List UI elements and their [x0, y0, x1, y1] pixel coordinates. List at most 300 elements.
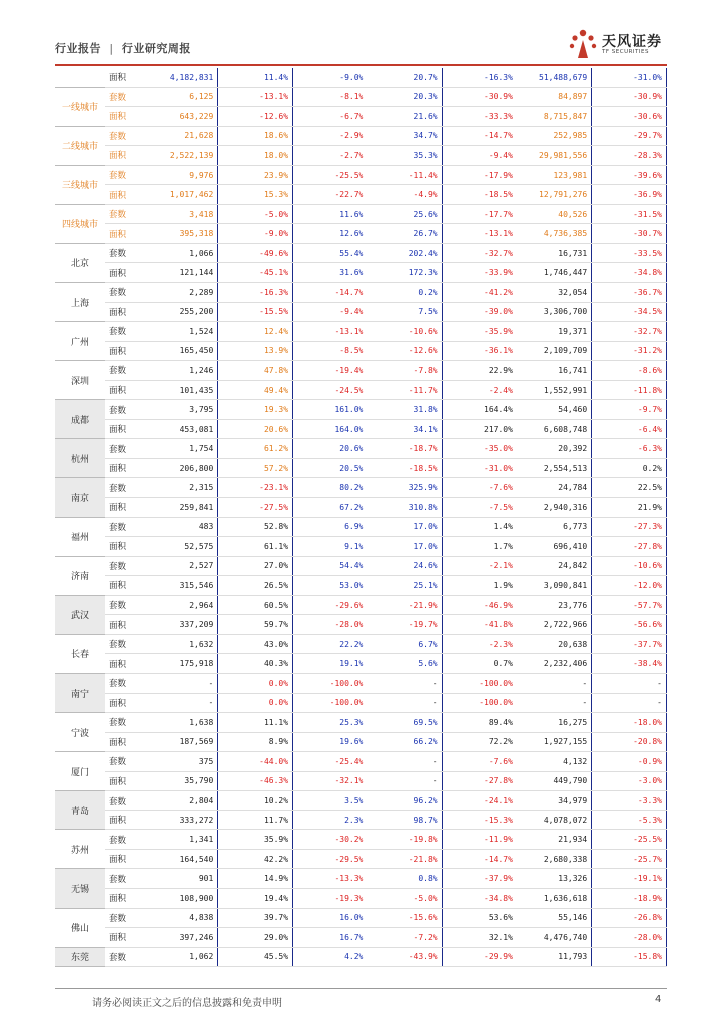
value-cell: 10.2%: [218, 791, 293, 811]
value-cell: -10.6%: [592, 556, 667, 576]
value-cell: 4,838: [143, 908, 218, 928]
city-cell: 南宁: [55, 673, 105, 712]
metric-cell: 面积: [105, 732, 143, 752]
value-cell: 11.1%: [218, 713, 293, 733]
metric-cell: 套数: [105, 791, 143, 811]
value-cell: 6.9%: [293, 517, 368, 537]
value-cell: 11.4%: [218, 68, 293, 87]
value-cell: 252,985: [517, 126, 592, 146]
value-cell: 2,289: [143, 283, 218, 303]
value-cell: 13,326: [517, 869, 592, 889]
value-cell: 52.8%: [218, 517, 293, 537]
table-row: [55, 888, 667, 908]
metric-cell: 套数: [105, 713, 143, 733]
table-row: [55, 126, 667, 146]
value-cell: 22.2%: [293, 634, 368, 654]
city-cell: 杭州: [55, 439, 105, 478]
value-cell: 55.4%: [293, 243, 368, 263]
table-row: [55, 439, 667, 459]
value-cell: 643,229: [143, 107, 218, 127]
metric-cell: 面积: [105, 341, 143, 361]
value-cell: 2,940,316: [517, 498, 592, 518]
value-cell: 2,109,709: [517, 341, 592, 361]
value-cell: -14.7%: [442, 849, 517, 869]
metric-cell: 套数: [105, 634, 143, 654]
city-cell: 广州: [55, 322, 105, 361]
table-row: [55, 595, 667, 615]
metric-cell: 面积: [105, 810, 143, 830]
value-cell: 161.0%: [293, 400, 368, 420]
value-cell: 121,144: [143, 263, 218, 283]
value-cell: -30.9%: [442, 87, 517, 107]
value-cell: 24,842: [517, 556, 592, 576]
value-cell: 255,200: [143, 302, 218, 322]
value-cell: -15.3%: [442, 810, 517, 830]
metric-cell: 面积: [105, 693, 143, 713]
value-cell: -13.1%: [442, 224, 517, 244]
value-cell: -10.6%: [367, 322, 442, 342]
footer-rule: [55, 988, 667, 989]
value-cell: 172.3%: [367, 263, 442, 283]
value-cell: 54.4%: [293, 556, 368, 576]
table-row: [55, 322, 667, 342]
table-row: [55, 204, 667, 224]
value-cell: 18.6%: [218, 126, 293, 146]
value-cell: -7.6%: [442, 478, 517, 498]
metric-cell: 面积: [105, 576, 143, 596]
value-cell: -: [367, 693, 442, 713]
value-cell: 20.6%: [218, 419, 293, 439]
metric-cell: 套数: [105, 595, 143, 615]
value-cell: -: [143, 673, 218, 693]
value-cell: 395,318: [143, 224, 218, 244]
value-cell: 31.8%: [367, 400, 442, 420]
value-cell: 19,371: [517, 322, 592, 342]
value-cell: -13.1%: [293, 322, 368, 342]
metric-cell: 套数: [105, 517, 143, 537]
metric-cell: 套数: [105, 869, 143, 889]
city-cell: 成都: [55, 400, 105, 439]
value-cell: -9.4%: [293, 302, 368, 322]
metric-cell: 套数: [105, 478, 143, 498]
value-cell: -11.9%: [442, 830, 517, 850]
value-cell: 3,306,700: [517, 302, 592, 322]
value-cell: -32.7%: [592, 322, 667, 342]
housing-transaction-table: [55, 68, 667, 967]
value-cell: 59.7%: [218, 615, 293, 635]
value-cell: 123,981: [517, 165, 592, 185]
value-cell: 397,246: [143, 928, 218, 948]
metric-cell: 面积: [105, 849, 143, 869]
table-row: [55, 634, 667, 654]
city-cell: 四线城市: [55, 204, 105, 243]
metric-cell: 套数: [105, 322, 143, 342]
table-row: [55, 400, 667, 420]
value-cell: 2,722,966: [517, 615, 592, 635]
table-row: [55, 263, 667, 283]
value-cell: -2.7%: [293, 146, 368, 166]
value-cell: 259,841: [143, 498, 218, 518]
metric-cell: 套数: [105, 908, 143, 928]
value-cell: -26.8%: [592, 908, 667, 928]
value-cell: 1,341: [143, 830, 218, 850]
value-cell: 21.6%: [367, 107, 442, 127]
value-cell: -27.8%: [442, 771, 517, 791]
value-cell: -34.5%: [592, 302, 667, 322]
metric-cell: 面积: [105, 224, 143, 244]
city-cell: 青岛: [55, 791, 105, 830]
value-cell: -12.0%: [592, 576, 667, 596]
value-cell: 35.9%: [218, 830, 293, 850]
city-cell: 无锡: [55, 869, 105, 908]
value-cell: 60.5%: [218, 595, 293, 615]
value-cell: 4,182,831: [143, 68, 218, 87]
value-cell: 49.4%: [218, 380, 293, 400]
value-cell: -21.9%: [367, 595, 442, 615]
value-cell: -7.5%: [442, 498, 517, 518]
value-cell: -19.1%: [592, 869, 667, 889]
value-cell: -30.6%: [592, 107, 667, 127]
value-cell: -5.0%: [218, 204, 293, 224]
metric-cell: 套数: [105, 204, 143, 224]
value-cell: 2,315: [143, 478, 218, 498]
value-cell: -18.5%: [367, 458, 442, 478]
value-cell: 29,981,556: [517, 146, 592, 166]
value-cell: -5.3%: [592, 810, 667, 830]
table-row: [55, 713, 667, 733]
value-cell: 66.2%: [367, 732, 442, 752]
value-cell: 1,524: [143, 322, 218, 342]
value-cell: 1,754: [143, 439, 218, 459]
value-cell: -12.6%: [367, 341, 442, 361]
value-cell: -35.0%: [442, 439, 517, 459]
value-cell: 19.3%: [218, 400, 293, 420]
value-cell: 16,275: [517, 713, 592, 733]
value-cell: -7.6%: [442, 752, 517, 772]
value-cell: -11.7%: [367, 380, 442, 400]
city-cell: [55, 68, 105, 87]
value-cell: -31.0%: [592, 68, 667, 87]
value-cell: -33.3%: [442, 107, 517, 127]
metric-cell: 面积: [105, 68, 143, 87]
value-cell: 11.6%: [293, 204, 368, 224]
value-cell: -2.1%: [442, 556, 517, 576]
table-row: [55, 673, 667, 693]
metric-cell: 面积: [105, 185, 143, 205]
value-cell: -14.7%: [442, 126, 517, 146]
value-cell: 19.6%: [293, 732, 368, 752]
value-cell: 696,410: [517, 537, 592, 557]
value-cell: 483: [143, 517, 218, 537]
value-cell: 2,527: [143, 556, 218, 576]
table-row: [55, 947, 667, 967]
metric-cell: 套数: [105, 87, 143, 107]
value-cell: -12.6%: [218, 107, 293, 127]
value-cell: 2,964: [143, 595, 218, 615]
value-cell: 187,569: [143, 732, 218, 752]
value-cell: 0.0%: [218, 673, 293, 693]
value-cell: -37.9%: [442, 869, 517, 889]
company-logo: [568, 26, 678, 62]
value-cell: -39.6%: [592, 165, 667, 185]
value-cell: -28.0%: [293, 615, 368, 635]
value-cell: -2.4%: [442, 380, 517, 400]
value-cell: 9.1%: [293, 537, 368, 557]
value-cell: -45.1%: [218, 263, 293, 283]
table-row: [55, 615, 667, 635]
value-cell: 9,976: [143, 165, 218, 185]
value-cell: -27.3%: [592, 517, 667, 537]
value-cell: 52,575: [143, 537, 218, 557]
value-cell: 16.7%: [293, 928, 368, 948]
value-cell: -7.2%: [367, 928, 442, 948]
value-cell: 0.8%: [367, 869, 442, 889]
table-row: [55, 361, 667, 381]
value-cell: -: [517, 673, 592, 693]
table-row: [55, 283, 667, 303]
value-cell: -28.0%: [592, 928, 667, 948]
report-subtype: 行业研究周报: [121, 42, 191, 55]
city-cell: 长春: [55, 634, 105, 673]
value-cell: -6.7%: [293, 107, 368, 127]
value-cell: -41.2%: [442, 283, 517, 303]
table-row: [55, 165, 667, 185]
table-row: [55, 908, 667, 928]
value-cell: -17.9%: [442, 165, 517, 185]
value-cell: -8.1%: [293, 87, 368, 107]
value-cell: -44.0%: [218, 752, 293, 772]
value-cell: 4,736,385: [517, 224, 592, 244]
value-cell: 375: [143, 752, 218, 772]
value-cell: -100.0%: [293, 693, 368, 713]
page-number: 4: [655, 994, 662, 1005]
value-cell: 6,773: [517, 517, 592, 537]
value-cell: -9.4%: [442, 146, 517, 166]
value-cell: -6.4%: [592, 419, 667, 439]
table-row: [55, 830, 667, 850]
value-cell: 20.7%: [367, 68, 442, 87]
value-cell: -29.5%: [293, 849, 368, 869]
value-cell: 31.6%: [293, 263, 368, 283]
value-cell: -31.0%: [442, 458, 517, 478]
table-row: [55, 419, 667, 439]
value-cell: 53.6%: [442, 908, 517, 928]
value-cell: -: [367, 673, 442, 693]
metric-cell: 面积: [105, 615, 143, 635]
metric-cell: 套数: [105, 400, 143, 420]
value-cell: -9.7%: [592, 400, 667, 420]
value-cell: 3,418: [143, 204, 218, 224]
value-cell: 72.2%: [442, 732, 517, 752]
value-cell: 16,731: [517, 243, 592, 263]
value-cell: -27.8%: [592, 537, 667, 557]
value-cell: 1.9%: [442, 576, 517, 596]
logo-subtitle: TF SECURITIES: [602, 49, 649, 55]
value-cell: 206,800: [143, 458, 218, 478]
value-cell: 1,638: [143, 713, 218, 733]
value-cell: -9.0%: [293, 68, 368, 87]
value-cell: 1,746,447: [517, 263, 592, 283]
value-cell: 26.5%: [218, 576, 293, 596]
value-cell: 901: [143, 869, 218, 889]
city-cell: 二线城市: [55, 126, 105, 165]
value-cell: 29.0%: [218, 928, 293, 948]
value-cell: 2,232,406: [517, 654, 592, 674]
value-cell: 55,146: [517, 908, 592, 928]
value-cell: -19.3%: [293, 888, 368, 908]
value-cell: 3.5%: [293, 791, 368, 811]
value-cell: 165,450: [143, 341, 218, 361]
value-cell: -24.1%: [442, 791, 517, 811]
value-cell: 6,125: [143, 87, 218, 107]
value-cell: -: [517, 693, 592, 713]
value-cell: -2.3%: [442, 634, 517, 654]
value-cell: 3,795: [143, 400, 218, 420]
metric-cell: 面积: [105, 458, 143, 478]
value-cell: 20,392: [517, 439, 592, 459]
value-cell: -20.8%: [592, 732, 667, 752]
value-cell: 11.7%: [218, 810, 293, 830]
value-cell: 2.3%: [293, 810, 368, 830]
value-cell: 337,209: [143, 615, 218, 635]
value-cell: -21.8%: [367, 849, 442, 869]
value-cell: -9.0%: [218, 224, 293, 244]
value-cell: -16.3%: [218, 283, 293, 303]
value-cell: 32,054: [517, 283, 592, 303]
value-cell: -18.7%: [367, 439, 442, 459]
value-cell: -36.7%: [592, 283, 667, 303]
value-cell: -25.5%: [293, 165, 368, 185]
city-cell: 上海: [55, 283, 105, 322]
value-cell: -46.3%: [218, 771, 293, 791]
value-cell: 25.3%: [293, 713, 368, 733]
city-cell: 厦门: [55, 752, 105, 791]
value-cell: 101,435: [143, 380, 218, 400]
metric-cell: 套数: [105, 556, 143, 576]
value-cell: -13.3%: [293, 869, 368, 889]
value-cell: 310.8%: [367, 498, 442, 518]
value-cell: -19.8%: [367, 830, 442, 850]
metric-cell: 套数: [105, 673, 143, 693]
value-cell: 4,476,740: [517, 928, 592, 948]
value-cell: -13.1%: [218, 87, 293, 107]
metric-cell: 面积: [105, 537, 143, 557]
metric-cell: 套数: [105, 361, 143, 381]
metric-cell: 套数: [105, 165, 143, 185]
value-cell: 0.2%: [592, 458, 667, 478]
value-cell: -57.7%: [592, 595, 667, 615]
value-cell: -41.8%: [442, 615, 517, 635]
metric-cell: 套数: [105, 126, 143, 146]
value-cell: -43.9%: [367, 947, 442, 967]
value-cell: 35,790: [143, 771, 218, 791]
value-cell: -11.4%: [367, 165, 442, 185]
table-row: [55, 68, 667, 87]
value-cell: -100.0%: [442, 673, 517, 693]
value-cell: 3,090,841: [517, 576, 592, 596]
value-cell: -: [592, 693, 667, 713]
value-cell: 40.3%: [218, 654, 293, 674]
value-cell: -100.0%: [293, 673, 368, 693]
value-cell: 453,081: [143, 419, 218, 439]
value-cell: 315,546: [143, 576, 218, 596]
value-cell: 11,793: [517, 947, 592, 967]
value-cell: 15.3%: [218, 185, 293, 205]
table-row: [55, 849, 667, 869]
value-cell: 18.0%: [218, 146, 293, 166]
value-cell: 34,979: [517, 791, 592, 811]
value-cell: 45.5%: [218, 947, 293, 967]
header-rule: [55, 64, 667, 66]
value-cell: -18.5%: [442, 185, 517, 205]
value-cell: 202.4%: [367, 243, 442, 263]
value-cell: -31.5%: [592, 204, 667, 224]
value-cell: -39.0%: [442, 302, 517, 322]
value-cell: 98.7%: [367, 810, 442, 830]
value-cell: 39.7%: [218, 908, 293, 928]
value-cell: 12.6%: [293, 224, 368, 244]
value-cell: -29.6%: [293, 595, 368, 615]
value-cell: 1,632: [143, 634, 218, 654]
value-cell: 164,540: [143, 849, 218, 869]
table-row: [55, 928, 667, 948]
value-cell: -25.4%: [293, 752, 368, 772]
table-row: [55, 458, 667, 478]
value-cell: -49.6%: [218, 243, 293, 263]
table-row: [55, 380, 667, 400]
metric-cell: 套数: [105, 752, 143, 772]
metric-cell: 套数: [105, 947, 143, 967]
metric-cell: 套数: [105, 243, 143, 263]
value-cell: 16.0%: [293, 908, 368, 928]
value-cell: 25.1%: [367, 576, 442, 596]
value-cell: 67.2%: [293, 498, 368, 518]
value-cell: 2,554,513: [517, 458, 592, 478]
city-cell: 宁波: [55, 713, 105, 752]
value-cell: 89.4%: [442, 713, 517, 733]
value-cell: -31.2%: [592, 341, 667, 361]
metric-cell: 套数: [105, 439, 143, 459]
value-cell: -15.8%: [592, 947, 667, 967]
value-cell: 2,522,139: [143, 146, 218, 166]
value-cell: 84,897: [517, 87, 592, 107]
value-cell: 17.0%: [367, 537, 442, 557]
value-cell: 47.8%: [218, 361, 293, 381]
metric-cell: 面积: [105, 380, 143, 400]
table-row: [55, 654, 667, 674]
value-cell: -19.4%: [293, 361, 368, 381]
value-cell: 24,784: [517, 478, 592, 498]
value-cell: -28.3%: [592, 146, 667, 166]
value-cell: 0.2%: [367, 283, 442, 303]
value-cell: -36.1%: [442, 341, 517, 361]
value-cell: 23.9%: [218, 165, 293, 185]
value-cell: 20.5%: [293, 458, 368, 478]
value-cell: 22.5%: [592, 478, 667, 498]
value-cell: 61.1%: [218, 537, 293, 557]
value-cell: 175,918: [143, 654, 218, 674]
value-cell: 333,272: [143, 810, 218, 830]
table-row: [55, 752, 667, 772]
value-cell: -4.9%: [367, 185, 442, 205]
value-cell: -36.9%: [592, 185, 667, 205]
value-cell: 20.6%: [293, 439, 368, 459]
value-cell: 69.5%: [367, 713, 442, 733]
table-row: [55, 224, 667, 244]
table-row: [55, 302, 667, 322]
table-row: [55, 810, 667, 830]
table-row: [55, 791, 667, 811]
